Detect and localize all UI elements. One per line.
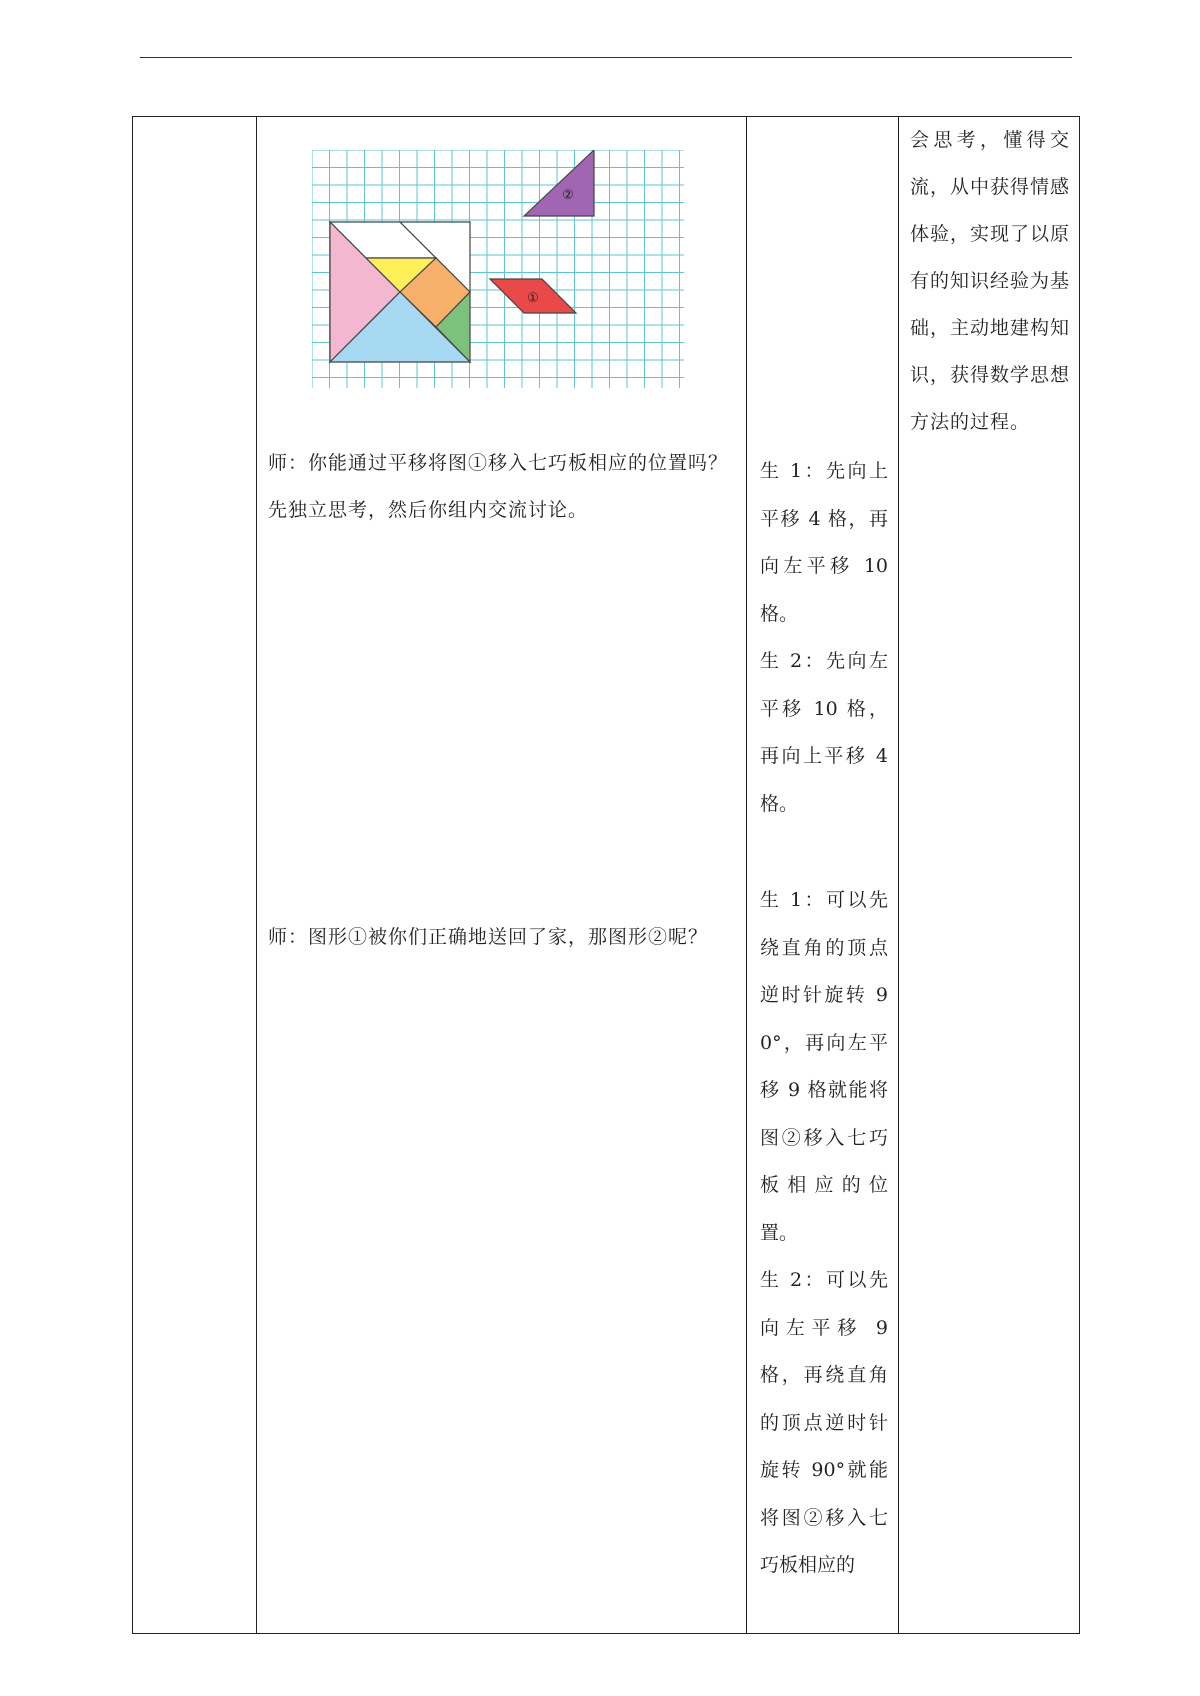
shape-2-triangle <box>524 150 594 216</box>
shape-2-label: ② <box>562 188 574 203</box>
header-rule <box>140 57 1072 58</box>
tangram-square <box>330 222 470 362</box>
design-intent-note: 会思考，懂得交流，从中获得情感体验，实现了以原有的知识经验为基础，主动地建构知识，获得数学思想方法的过程。 <box>910 129 1071 433</box>
column-divider-2 <box>746 116 747 1634</box>
teacher-question-2: 师：图形①被你们正确地送回了家，那图形②呢？ <box>268 926 709 948</box>
student-answer-2-2: 生 2：可以先向左平移 9 格，再绕直角的顶点逆时针旋转 90°就能将图②移入七巧板相应的 <box>760 1269 888 1576</box>
student-answer-1-1: 生 1：先向上平移 4 格，再向左平移 10 格。 <box>760 460 888 625</box>
shape-1-label: ① <box>527 291 539 306</box>
column-divider-3 <box>898 116 899 1634</box>
teacher-question-1: 师：你能通过平移将图①移入七巧板相应的位置吗？先独立思考，然后你组内交流讨论。 <box>268 452 729 521</box>
student-answer-2-1: 生 1：可以先绕直角的顶点逆时针旋转 90°，再向左平移 9 格就能将图②移入七巧板相应的位置。 <box>760 889 888 1244</box>
column-divider-1 <box>256 116 257 1634</box>
tangram-grid-figure <box>312 150 684 388</box>
student-answer-1-2: 生 2：先向左平移 10 格，再向上平移 4 格。 <box>760 650 888 815</box>
